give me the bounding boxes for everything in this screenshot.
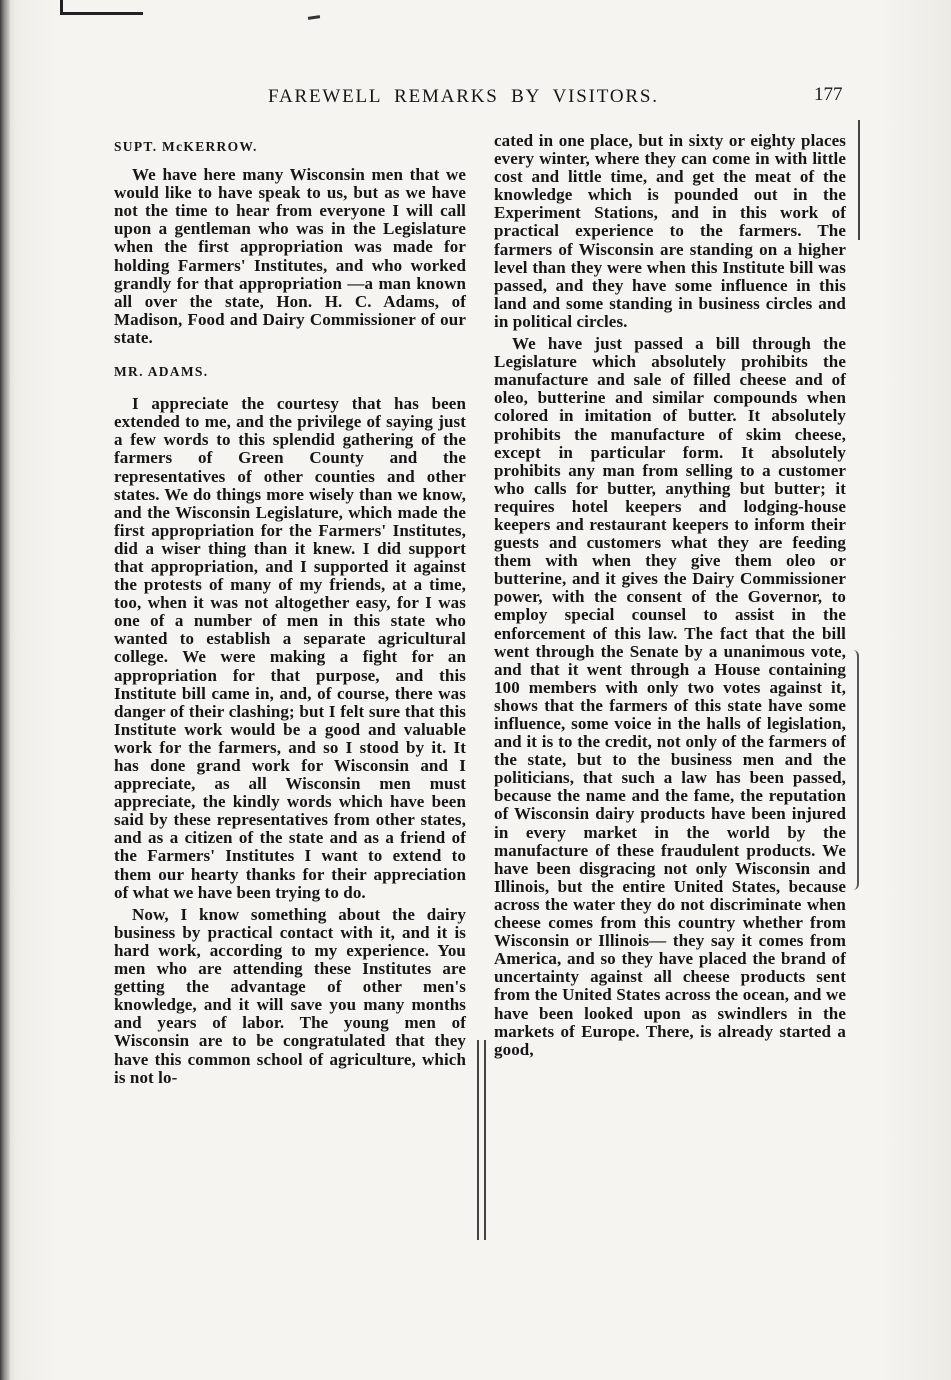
margin-mark	[858, 120, 860, 240]
paragraph: We have just passed a bill through the Legislature which absolutely prohibits the manufacture and sale of filled cheese and of oleo, butterine and similar compounds when colored in imitation of butter. It absolutely prohibits the manufacture of skim cheese, except in particular form. It absolutely prohibits any man from selling to a customer who calls for butter, anything but butter; it requires hotel keepers and lodging-house keepers and restaurant keepers to inform their guests and customers what they are feeding them with when they give them oleo or butterine, and it gives the Dairy Commissioner power, with the consent of the Governor, to employ special counsel to assist in the enforcement of this law. The fact that the bill went through the Senate by a unanimous vote, and that it went through a House containing 100 members with only two votes against it, shows that the farmers of this state have some influence, some voice in the halls of legislation, and it is to the credit, not only of the farmers of the state, but to the business men and the politicians, that such a law has been passed, because the name and the fame, the reputation of Wisconsin dairy products have been injured in every market in the world by the manufacture of these fraudulent products. We have been disgracing not only Wisconsin and Illinois, but the entire United States, because across the water they do not discriminate when cheese comes from this country whether from Wisconsin or Illinois— they say it comes from America, and so they have placed the brand of uncertainty against all cheese products sent from the United States across the ocean, and we have been looked upon as swindlers in the markets of Europe. There, is already started a good,	[494, 334, 846, 1059]
speaker-heading-mckerrow: SUPT. McKERROW.	[114, 139, 258, 154]
running-title: FAREWELL REMARKS BY VISITORS.	[268, 86, 659, 107]
book-spine-edge	[0, 0, 10, 1380]
speaker-heading-adams: MR. ADAMS.	[114, 364, 209, 380]
scan-corner-mark	[60, 0, 143, 15]
left-column	[114, 132, 466, 1087]
paragraph: I appreciate the courtesy that has been extended to me, and the privilege of saying just a few words to this splendid gathering of the farmers of Green County and the representatives of other counties and other states. We do things more wisely than we know, and the Wisconsin Legislature, which made the first appropriation for the Farmers' Institutes, did a wiser thing than it knew. I did support that appropriation, and I supported it against the protests of many of my friends, at a time, too, when it was not altogether easy, for I was one of a number of men in this state who wanted to establish a separate agricultural college. We were making a fight for an appropriation for that purpose, and this Institute bill came in, and, of course, there was danger of their clashing; but I felt sure that this Institute work would be a good and valuable work for the farmers, and so I stood by it. It has done grand work for Wisconsin and I appreciate, as all Wisconsin men must appreciate, the kindly words which have been said by these representatives from other states, and as a citizen of the state and as a friend of the Farmers' Institutes I want to extend to them our hearty thanks for their appreciation of what we have been trying to do.	[114, 394, 466, 902]
page-number: 177	[814, 84, 843, 105]
margin-mark	[851, 650, 859, 890]
paragraph: We have here many Wisconsin men that we would like to have speak to us, but as we have not the time to hear from everyone I will call upon a gentleman who was in the Legislature when the first appropriation was made for holding Farmers' Institutes, and who worked grandly for that appropriation —a man known all over the state, Hon. H. C. Adams, of Madison, Food and Dairy Commissioner of our state.	[114, 165, 466, 347]
paragraph: cated in one place, but in sixty or eighty places every winter, where they can come in with little cost and little time, and get the meat of the knowledge which is pounded out in the Experiment Stations, and in this work of practical experience to the farmers. The farmers of Wisconsin are standing on a higher level than they were when this Institute bill was passed, and they have some influence in this land and some standing in business circles and in political circles.	[494, 131, 846, 331]
margin-mark	[484, 1040, 486, 1240]
right-column	[494, 132, 846, 1059]
paragraph: Now, I know something about the dairy business by practical contact with it, and it is hard work, according to my experience. You men who are attending these Institutes are getting the advantage of other men's knowledge, and it will save you many months and years of labor. The young men of Wisconsin are to be congratulated that they have this common school of agriculture, which is not lo-	[114, 904, 466, 1087]
margin-mark	[477, 1040, 479, 1240]
